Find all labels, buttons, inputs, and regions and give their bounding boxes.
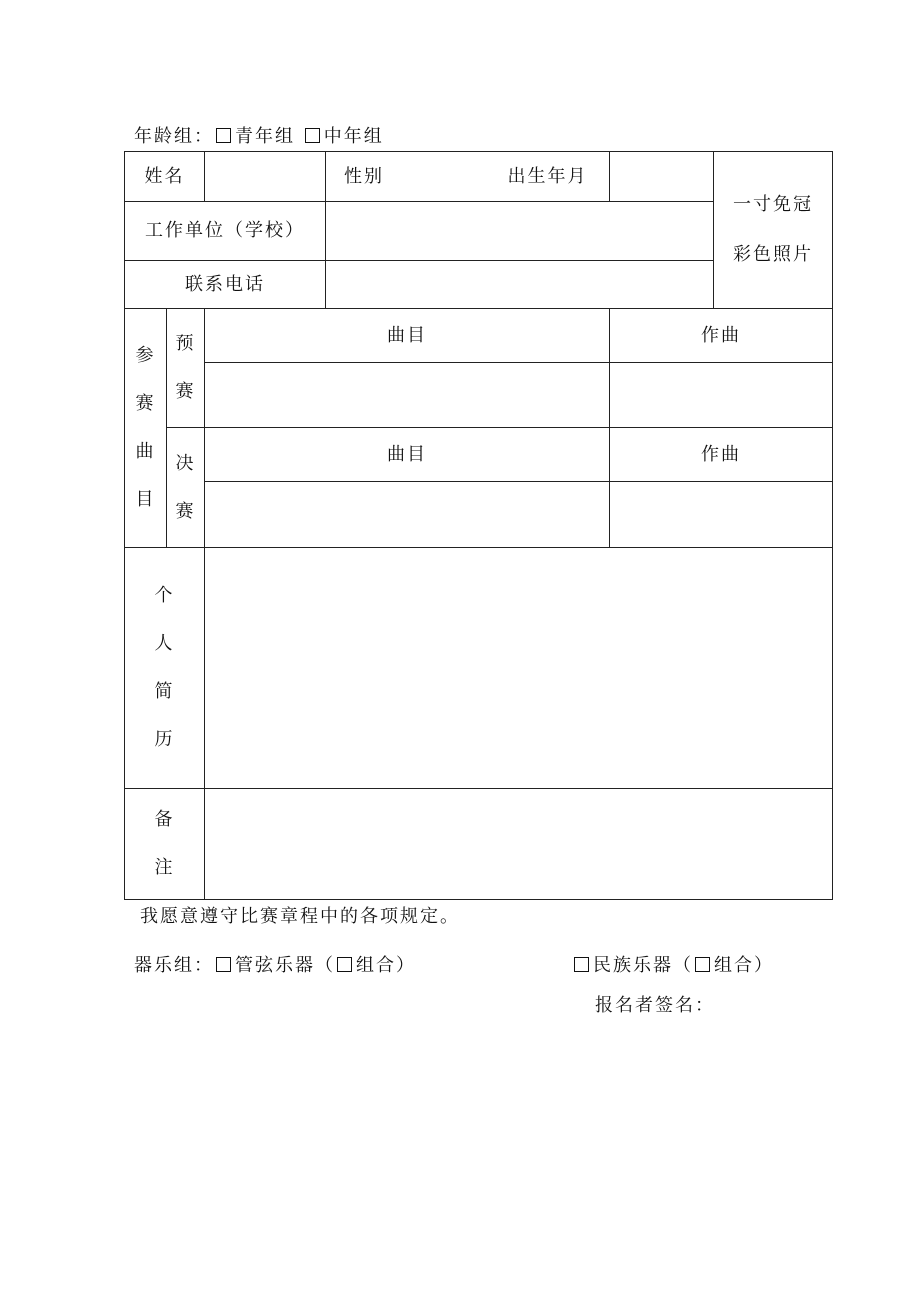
prelim-piece-header-text: 曲目 — [387, 324, 427, 346]
gender-label: 性别 — [344, 165, 384, 187]
prelim-piece-field[interactable] — [205, 363, 610, 428]
prelim-label: 预赛 — [175, 333, 196, 402]
work-unit-field[interactable] — [326, 202, 714, 261]
final-composer-header — [610, 428, 833, 482]
resume-label: 个人简历 — [154, 585, 175, 750]
orchestral-option: 管弦乐器（ — [235, 955, 335, 976]
phone-label-cell — [125, 261, 326, 309]
name-label-cell — [125, 152, 205, 202]
resume-field[interactable] — [205, 548, 833, 789]
age-group-label: 年龄组： — [134, 126, 214, 147]
name-label: 姓名 — [144, 165, 185, 187]
final-piece-header — [205, 428, 610, 482]
prelim-label-cell — [167, 309, 205, 428]
signature-label: 报名者签名： — [595, 995, 715, 1016]
age-group-line — [134, 126, 384, 148]
prelim-composer-field[interactable] — [610, 363, 833, 428]
registration-form-table — [124, 151, 833, 900]
final-label: 决赛 — [175, 452, 196, 522]
orchestral-combo-option: 组合） — [356, 955, 416, 976]
instrument-group-label: 器乐组： — [134, 955, 214, 976]
final-composer-header-text: 作曲 — [701, 443, 741, 465]
orchestral-checkbox[interactable] — [216, 957, 231, 972]
pieces-label-cell — [125, 309, 167, 548]
ethnic-instrument-line — [572, 955, 774, 977]
prelim-composer-header-text: 作曲 — [701, 324, 741, 346]
name-field[interactable] — [205, 152, 326, 202]
ethnic-combo-option: 组合） — [714, 955, 774, 976]
photo-line-1: 一寸免冠 — [733, 194, 813, 215]
gender-birth-cell — [326, 152, 610, 202]
notes-label: 备注 — [154, 809, 175, 878]
work-unit-label: 工作单位（学校） — [145, 220, 305, 241]
notes-field[interactable] — [205, 789, 833, 900]
phone-field[interactable] — [326, 261, 714, 309]
orchestral-combo-checkbox[interactable] — [337, 957, 352, 972]
birth-label: 出生年月 — [507, 165, 588, 187]
ethnic-option: 民族乐器（ — [593, 955, 693, 976]
youth-group-option: 青年组 — [235, 126, 295, 147]
pledge-text: 我愿意遵守比赛章程中的各项规定。 — [140, 906, 460, 927]
final-piece-field[interactable] — [205, 482, 610, 548]
prelim-piece-header — [205, 309, 610, 363]
photo-line-2: 彩色照片 — [733, 244, 813, 265]
prelim-composer-header — [610, 309, 833, 363]
pieces-label: 参赛曲目 — [135, 345, 156, 510]
final-label-cell — [167, 428, 205, 548]
final-composer-field[interactable] — [610, 482, 833, 548]
youth-group-checkbox[interactable] — [216, 128, 231, 143]
phone-label: 联系电话 — [185, 273, 265, 295]
work-unit-label-cell — [125, 202, 326, 261]
birth-field[interactable] — [610, 152, 714, 202]
middle-group-option: 中年组 — [323, 126, 384, 147]
instrument-group-line — [134, 955, 416, 977]
ethnic-combo-checkbox[interactable] — [695, 957, 710, 972]
ethnic-checkbox[interactable] — [574, 957, 589, 972]
middle-group-checkbox[interactable] — [305, 128, 320, 143]
final-piece-header-text: 曲目 — [387, 443, 427, 465]
resume-label-cell — [125, 548, 205, 789]
notes-label-cell — [125, 789, 205, 900]
photo-cell[interactable] — [714, 152, 833, 309]
